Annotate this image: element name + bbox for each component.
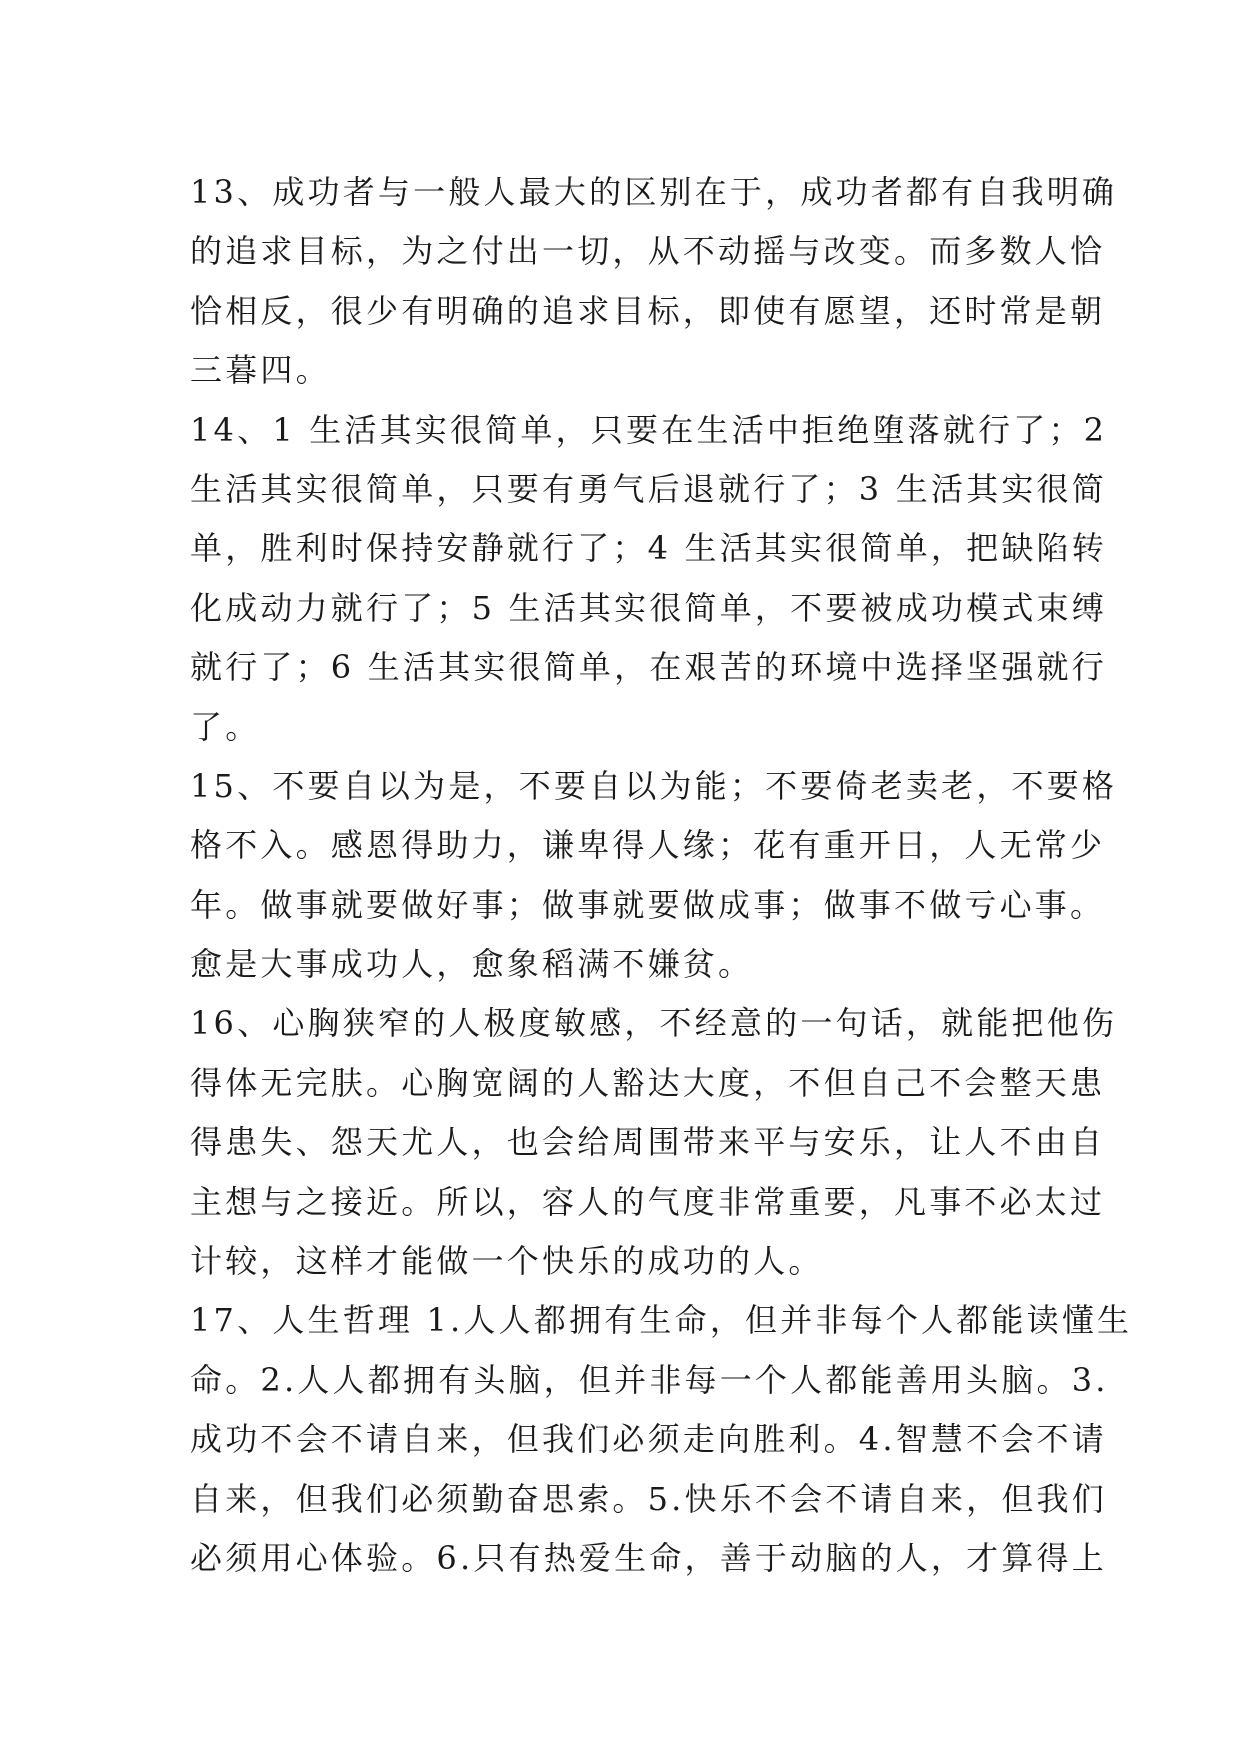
text-line: 15、不要自以为是，不要自以为能；不要倚老卖老，不要格 (190, 766, 1118, 805)
text-line: 年。做事就要做好事；做事就要做成事；做事不做亏心事。 (190, 885, 1106, 924)
text-line: 16、心胸狭窄的人极度敏感，不经意的一句话，就能把他伤 (190, 1004, 1118, 1043)
text-line: 14、1 生活其实很简单，只要在生活中拒绝堕落就行了；2 (190, 410, 1108, 449)
document-body (190, 163, 1133, 1588)
text-line: 17、人生哲理 1.人人都拥有生命，但并非每个人都能读懂生 (190, 1301, 1133, 1340)
text-line: 13、成功者与一般人最大的区别在于，成功者都有自我明确 (190, 173, 1118, 211)
text-line: 三暮四。 (190, 351, 331, 390)
text-line: 自来，但我们必须勤奋思索。5.快乐不会不请自来，但我们 (190, 1479, 1107, 1518)
text-line: 单，胜利时保持安静就行了；4 生活其实很简单，把缺陷转 (190, 529, 1107, 568)
text-line: 生活其实很简单，只要有勇气后退就行了；3 生活其实很简 (190, 469, 1107, 508)
text-line: 格不入。感恩得助力，谦卑得人缘；花有重开日，人无常少 (190, 826, 1106, 865)
text-line: 必须用心体验。6.只有热爱生命，善于动脑的人，才算得上 (190, 1538, 1107, 1577)
text-line: 恰相反，很少有明确的追求目标，即使有愿望，还时常是朝 (190, 291, 1106, 330)
paragraph-14 (190, 401, 1108, 757)
text-line: 成功不会不请自来，但我们必须走向胜利。4.智慧不会不请 (190, 1420, 1107, 1459)
text-line: 主想与之接近。所以，容人的气度非常重要，凡事不必太过 (190, 1182, 1106, 1221)
paragraph-17 (190, 1291, 1133, 1588)
text-line: 命。2.人人都拥有头脑，但并非每一个人都能善用头脑。3. (190, 1360, 1109, 1399)
paragraph-15 (190, 757, 1118, 995)
text-line: 就行了；6 生活其实很简单，在艰苦的环境中选择坚强就行 (190, 648, 1107, 687)
paragraph-16 (190, 994, 1118, 1291)
text-line: 得患失、怨天尤人，也会给周围带来平与安乐，让人不由自 (190, 1123, 1106, 1162)
text-line: 得体无完肤。心胸宽阔的人豁达大度，不但自己不会整天患 (190, 1063, 1106, 1102)
text-line: 计较，这样才能做一个快乐的成功的人。 (190, 1242, 824, 1281)
paragraph-13 (190, 163, 1118, 401)
text-line: 的追求目标，为之付出一切，从不动摇与改变。而多数人恰 (190, 232, 1106, 271)
text-line: 了。 (190, 707, 261, 746)
text-line: 化成动力就行了；5 生活其实很简单，不要被成功模式束缚 (190, 588, 1107, 627)
text-line: 愈是大事成功人，愈象稻满不嫌贫。 (190, 945, 754, 984)
